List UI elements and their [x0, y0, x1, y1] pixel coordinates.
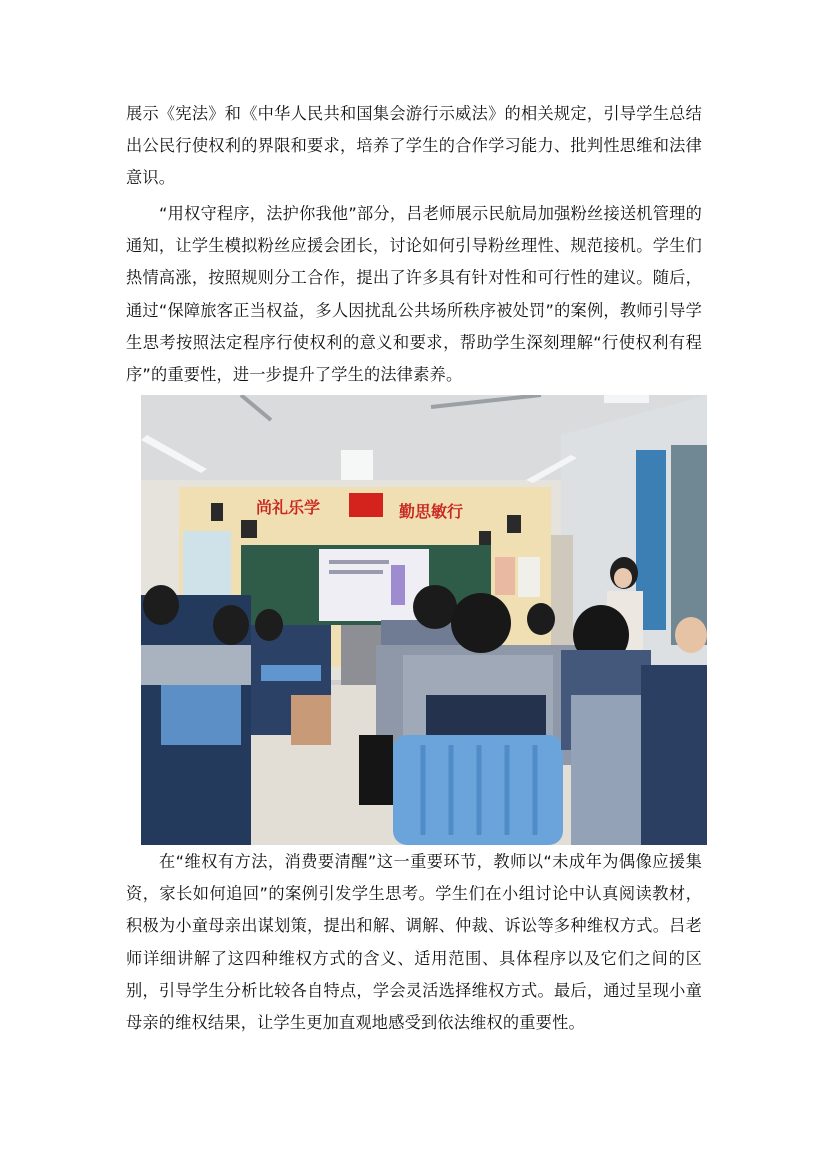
- banner-left: 尚礼乐学: [256, 498, 321, 517]
- paragraph-1: 展示《宪法》和《中华人民共和国集会游行示威法》的相关规定，引导学生总结出公民行使权利的界限和要求，培养了学生的合作学习能力、批判性思维和法律意识。: [126, 104, 702, 188]
- classroom-photo: [141, 395, 707, 845]
- banner-right: 勤思敏行: [399, 502, 464, 521]
- paragraph-2: “用权守程序，法护你我他”部分，吕老师展示民航局加强粉丝接送机管理的通知，让学生模拟粉丝应援会团长，讨论如何引导粉丝理性、规范接机。学生们热情高涨，按照规则分工合作，提出了许多具有针对性和可行性的建议。随后，通过“保障旅客正当权益，多人因扰乱公共场所秩序被处罚”的案例，教师引导学生思考按照法定程序行使权利的意义和要求，帮助学生深刻理解“行使权利有程序”的重要性，进一步提升了学生的法律素养。: [126, 204, 702, 385]
- paragraph-3: 在“维权有方法，消费要清醒”这一重要环节，教师以“未成年为偶像应援集资，家长如何追回”的案例引发学生思考。学生们在小组讨论中认真阅读教材，积极为小童母亲出谋划策，提出和解、调解、仲裁、诉讼等多种维权方式。吕老师详细讲解了这四种维权方式的含义、适用范围、具体程序以及它们之间的区别，引导学生分析比较各自特点，学会灵活选择维权方式。最后，通过呈现小童母亲的维权结果，让学生更加直观地感受到依法维权的重要性。: [126, 852, 702, 1033]
